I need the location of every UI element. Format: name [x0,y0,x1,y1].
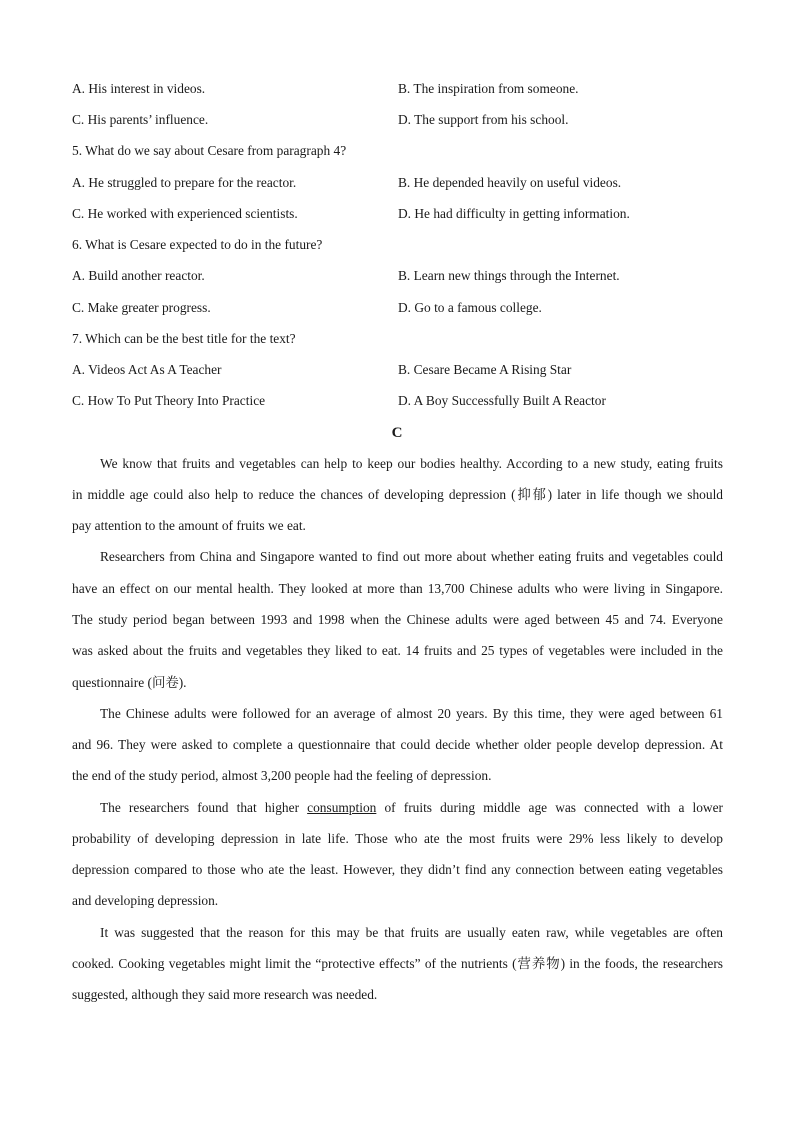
q6-option-c: C. Make greater progress. [72,300,211,315]
paragraph-line [100,800,723,816]
paragraph-line: Researchers from China and Singapore wanted to find out more about whether eating fruits and vegetables could [100,549,723,564]
q5-option-a: A. He struggled to prepare for the reactor. [72,175,297,190]
q7-option-a: A. Videos Act As A Teacher [72,362,222,377]
paragraph-line: cooked. Cooking vegetables might limit the “protective effects” of the nutrients (营养物) in the foods, the researchers [72,956,723,971]
q5-option-d: D. He had difficulty in getting information. [398,206,630,221]
paragraph-line: and developing depression. [72,893,219,908]
q6-option-d: D. Go to a famous college. [398,300,542,315]
paragraph-line: The Chinese adults were followed for an average of almost 20 years. By this time, they were aged between 61 [100,706,723,721]
paragraph-line: suggested, although they said more research was needed. [72,987,378,1002]
q4-option-d: D. The support from his school. [398,112,569,127]
q5-option-b: B. He depended heavily on useful videos. [398,175,622,190]
q4-option-a: A. His interest in videos. [72,81,206,96]
paragraph-line: and 96. They were asked to complete a questionnaire that could decide whether older people develop depression. At [72,737,723,752]
paragraph-line: The study period began between 1993 and 1998 when the Chinese adults were aged between 45 and 74. Everyone [72,612,723,627]
paragraph-line: It was suggested that the reason for this may be that fruits are usually eaten raw, while vegetables are often [100,925,723,940]
text-segment: of fruits during middle age was connected with a lower [376,800,723,815]
paragraph-line: probability of developing depression in late life. Those who ate the most fruits were 29% less likely to develop [72,831,723,846]
paragraph-line: in middle age could also help to reduce the chances of developing depression (抑郁) later in life though we should [72,487,723,502]
paragraph-line: questionnaire (问卷). [72,675,187,690]
paragraph-line: have an effect on our mental health. They looked at more than 13,700 Chinese adults who were living in Singapore. [72,581,723,596]
q6-question: 6. What is Cesare expected to do in the future? [72,237,323,252]
q7-option-b: B. Cesare Became A Rising Star [398,362,572,377]
q7-option-c: C. How To Put Theory Into Practice [72,393,266,408]
q5-question: 5. What do we say about Cesare from paragraph 4? [72,143,347,158]
q4-option-c: C. His parents’ influence. [72,112,209,127]
q5-option-c: C. He worked with experienced scientists. [72,206,298,221]
section-heading: C [391,425,403,441]
paragraph-line: depression compared to those who ate the least. However, they didn’t find any connection between eating vegetables [72,862,723,877]
paragraph-line: the end of the study period, almost 3,200 people had the feeling of depression. [72,768,492,783]
paragraph-line: was asked about the fruits and vegetables they liked to eat. 14 fruits and 25 types of vegetables were included in the [72,643,723,658]
q6-option-a: A. Build another reactor. [72,268,205,283]
q7-option-d: D. A Boy Successfully Built A Reactor [398,393,606,408]
paragraph-line: We know that fruits and vegetables can help to keep our bodies healthy. According to a new study, eating fruits [100,456,723,471]
q4-option-b: B. The inspiration from someone. [398,81,579,96]
paragraph-line: pay attention to the amount of fruits we eat. [72,518,306,533]
underlined-word: consumption [307,800,377,815]
q7-question: 7. Which can be the best title for the text? [72,331,296,346]
text-segment: The researchers found that higher [100,800,308,815]
q6-option-b: B. Learn new things through the Internet. [398,268,620,283]
